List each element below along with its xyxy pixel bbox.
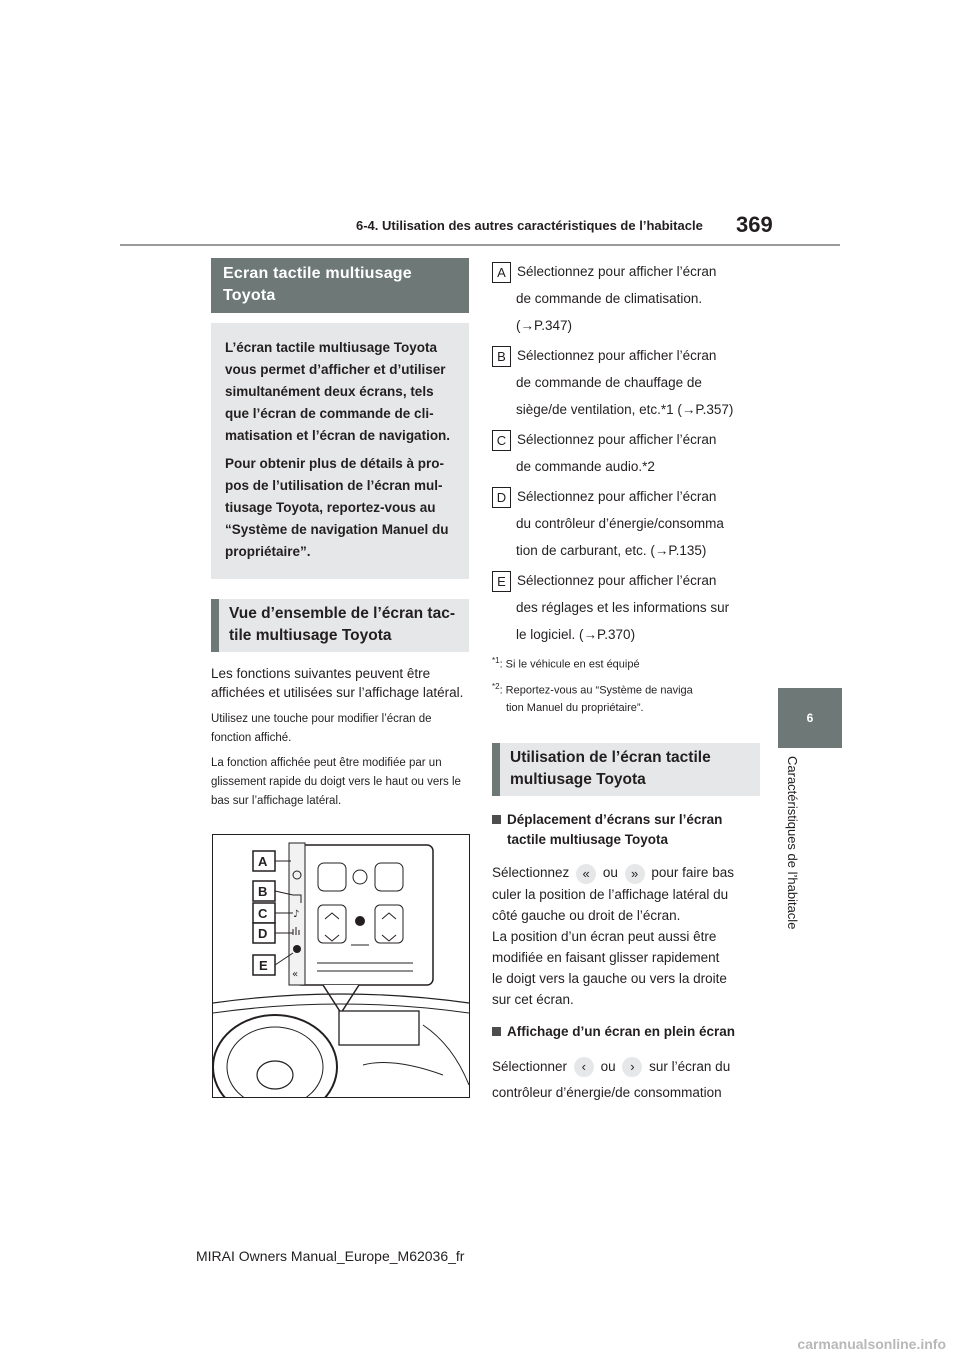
plein-ecran-text: Sélectionner ‹ ou › sur l’écran du contrôleur d’énergie/de consommation [492, 1058, 731, 1100]
list-item-b: B Sélectionnez pour afficher l’écran de commande de chauffage de siège/de ventilation, etc.*1 (→P.357) [492, 342, 754, 423]
intro-box [211, 323, 469, 579]
section-heading-ecran-tactile: Ecran tactile multiusage Toyota [211, 258, 469, 313]
figure-label-b: B [258, 884, 268, 899]
double-chevron-left-icon[interactable]: « [576, 864, 596, 884]
body-paragraph: Les fonctions suivantes peuvent être affichées et utilisées sur l’affichage latéral. [211, 666, 464, 700]
bullet-square-icon [492, 815, 501, 824]
page-ref-link[interactable]: (→P.347) [516, 318, 573, 333]
svg-text:«: « [292, 969, 299, 980]
note-paragraph-2: La fonction affichée peut être modifiée par un glissement rapide du doigt vers le haut ou vers le bas sur l’affichage latéral. [211, 757, 461, 807]
intro-paragraph-1: L’écran tactile multiusage Toyota vous permet d’afficher et d’utiliser simultanément deux écrans, tels que l’écran de commande de climatisation et l’écran de navigation. [225, 340, 451, 443]
list-item-d: D Sélectionnez pour afficher l’écran du contrôleur d’énergie/consomma tion de carburant, etc. (→P.135) [492, 483, 754, 564]
figure-label-a: A [258, 854, 268, 869]
deplacement-text: Sélectionnez « ou » pour faire bas culer la position de l’affichage latéral du côté gauche ou droit de l’écran. La position d’un écran peut aussi être modifiée en faisant glisser rapidement le doigt vers la gauche ou vers la droite sur cet écran. [492, 865, 734, 1007]
running-header: 6-4. Utilisation des autres caractéristiques de l’habitacle [356, 218, 703, 233]
bullet-plein-ecran: Affichage d’un écran en plein écran [492, 1022, 754, 1042]
footnote-1: $^{*1}$: Si le véhicule en est équipé [492, 656, 640, 671]
label-d: D [492, 487, 511, 508]
list-item-e: E Sélectionnez pour afficher l’écran des réglages et les informations sur le logiciel. (→P.370) [492, 567, 754, 648]
chevron-right-icon[interactable]: › [622, 1057, 642, 1077]
chapter-tab-label: Caractéristiques de l’habitacle [785, 756, 800, 930]
figure-label-e: E [259, 958, 268, 973]
bullet-square-icon [492, 1027, 501, 1036]
label-e: E [492, 571, 511, 592]
figure-label-d: D [258, 926, 268, 941]
intro-paragraph-2: Pour obtenir plus de détails à propos de l’utilisation de l’écran multiusage Toyota, reportez-vous au “Système de navigation Manuel du propriétaire”. [225, 456, 449, 559]
section-heading-utilisation: Utilisation de l’écran tactile multiusage Toyota [492, 743, 760, 796]
section-heading-vue-ensemble: Vue d’ensemble de l’écran tactile multiusage Toyota [211, 599, 469, 652]
dashboard-illustration [212, 834, 470, 1098]
left-column [211, 258, 469, 811]
double-chevron-right-icon[interactable]: » [625, 864, 645, 884]
footnote-2: $^{*2}$: Reportez-vous au “Système de naviga tion Manuel du propriétaire”. [492, 681, 693, 715]
right-column [492, 258, 754, 1106]
page-number: 369 [736, 212, 773, 237]
list-item-c: C Sélectionnez pour afficher l’écran de commande audio.*2 [492, 426, 754, 480]
watermark: carmanualsonline.info [797, 1336, 946, 1352]
label-a: A [492, 262, 511, 283]
list-item-a: A Sélectionnez pour afficher l’écran de commande de climatisation. (→P.347) [492, 258, 754, 339]
page-ref-link[interactable]: tion de carburant, etc. (→P.135) [516, 543, 707, 558]
bullet-deplacement: Déplacement d’écrans sur l’écran tactile multiusage Toyota [492, 810, 754, 850]
page-ref-link[interactable]: le logiciel. (→P.370) [516, 627, 636, 642]
label-c: C [492, 430, 511, 451]
header-divider [120, 244, 840, 246]
figure-label-c: C [258, 906, 268, 921]
label-b: B [492, 346, 511, 367]
document-footer: MIRAI Owners Manual_Europe_M62036_fr [196, 1248, 465, 1264]
chapter-tab-number: 6 [778, 688, 842, 748]
chapter-tab [780, 756, 800, 946]
page-ref-link[interactable]: siège/de ventilation, etc.*1 (→P.357) [516, 402, 734, 417]
svg-text:♪: ♪ [293, 909, 300, 920]
chevron-left-icon[interactable]: ‹ [574, 1057, 594, 1077]
note-paragraph-1: Utilisez une touche pour modifier l’écran de fonction affiché. [211, 713, 432, 744]
dashboard-drawing [213, 835, 469, 1097]
